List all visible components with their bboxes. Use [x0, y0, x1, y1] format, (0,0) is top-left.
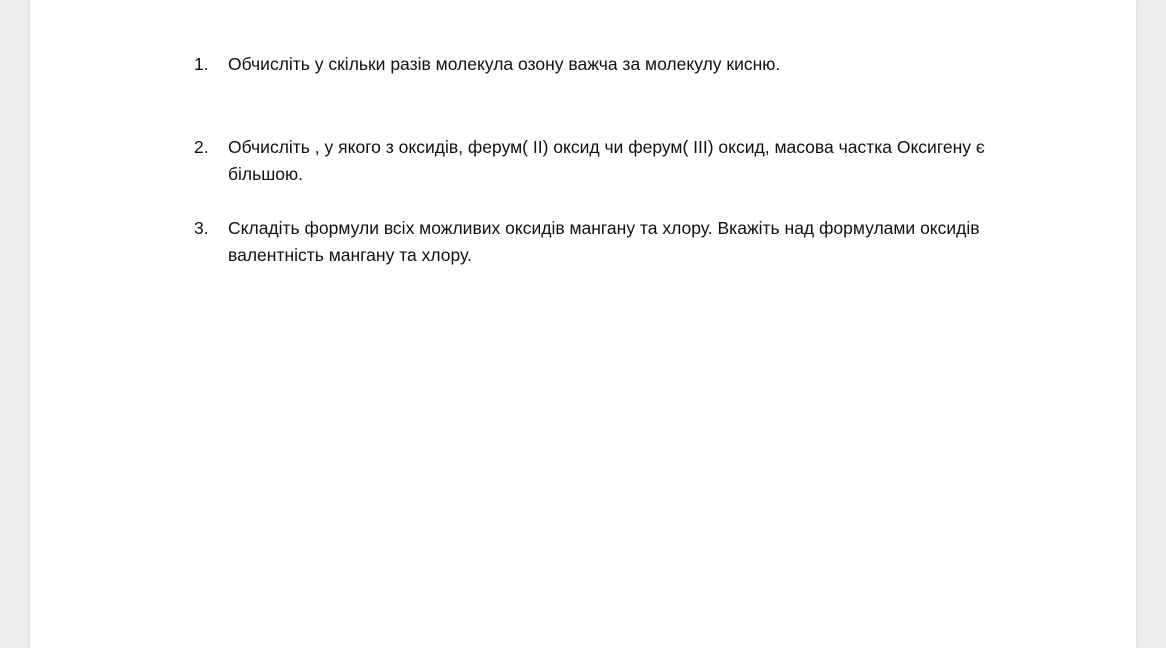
list-item [194, 51, 1044, 78]
list-item-number: 2. [194, 137, 209, 157]
list-item-number: 3. [194, 218, 209, 238]
list-item-text: Складіть формули всіх можливих оксидів мангану та хлору. Вкажіть над формулами оксидів валентність мангану та хлору. [228, 218, 980, 265]
document-page [30, 0, 1136, 648]
list-item-text: Обчисліть , у якого з оксидів, ферум( ІІ) оксид чи ферум( ІІІ) оксид, масова частка Оксигену є більшою. [228, 137, 985, 184]
list-item-number: 1. [194, 54, 209, 74]
list-item-text: Обчисліть у скільки разів молекула озону важча за молекулу кисню. [228, 54, 781, 74]
list-item [194, 134, 1044, 188]
list-item [194, 215, 1044, 269]
